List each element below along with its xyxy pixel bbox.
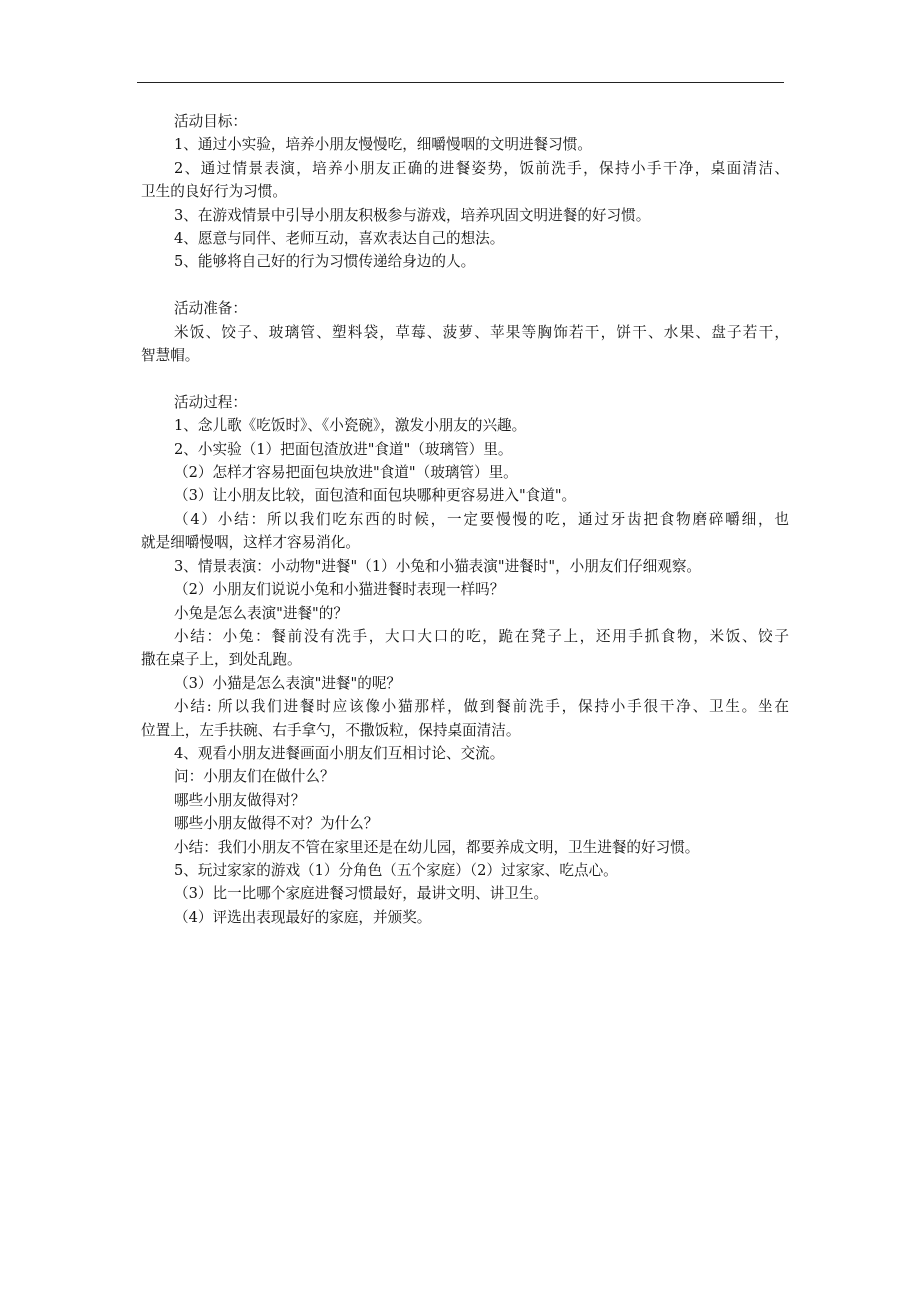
process-step-3: 3、情景表演：小动物"进餐"（1）小兔和小猫表演"进餐时"，小朋友们仔细观察。 bbox=[174, 557, 702, 575]
goals-heading: 活动目标： bbox=[174, 113, 247, 130]
process-step-4-summary: 小结：我们小朋友不管在家里还是在幼儿园，都要养成文明，卫生进餐的好习惯。 bbox=[174, 838, 700, 856]
document-body bbox=[141, 110, 789, 929]
process-step-3-sub-2: （2）小朋友们说说小兔和小猫进餐时表现一样吗？ bbox=[174, 581, 505, 599]
process-step-5-sub-3: （3）比一比哪个家庭进餐习惯最好，最讲文明、讲卫生。 bbox=[174, 885, 549, 903]
process-step-3-summary-line-2: 撒在桌子上，到处乱跑。 bbox=[141, 651, 302, 669]
section-spacer bbox=[141, 367, 789, 390]
process-step-3-sub-5: （3）小猫是怎么表演"进餐"的呢？ bbox=[174, 674, 402, 692]
process-section bbox=[141, 391, 789, 929]
process-step-4-question-1: 问：小朋友们在做什么？ bbox=[174, 768, 335, 786]
prep-heading: 活动准备： bbox=[174, 300, 247, 318]
prep-line-2: 智慧帽。 bbox=[141, 347, 200, 365]
section-spacer bbox=[141, 274, 789, 297]
goals-section bbox=[141, 110, 789, 274]
process-step-1: 1、念儿歌《吃饭时》、《小瓷碗》，激发小朋友的兴趣。 bbox=[174, 417, 527, 435]
process-step-2-sub-4-line-1: （4）小结：所以我们吃东西的时候，一定要慢慢的吃，通过牙齿把食物磨碎嚼细，也 bbox=[174, 510, 789, 528]
process-step-4-question-2: 哪些小朋友做得对？ bbox=[174, 791, 306, 809]
process-step-5-sub-4: （4）评选出表现最好的家庭，并颁奖。 bbox=[174, 908, 432, 926]
goal-item-4: 4、愿意与同伴、老师互动，喜欢表达自己的想法。 bbox=[174, 230, 505, 248]
process-step-2-sub-4-line-2: 就是细嚼慢咽，这样才容易消化。 bbox=[141, 534, 360, 552]
process-step-4: 4、观看小朋友进餐画面小朋友们互相讨论、交流。 bbox=[174, 744, 505, 762]
prep-line-1: 米饭、饺子、玻璃管、塑料袋，草莓、菠萝、苹果等胸饰若干，饼干、水果、盘子若干， bbox=[174, 323, 789, 341]
goal-item-2-line-1: 2、通过情景表演，培养小朋友正确的进餐姿势，饭前洗手，保持小手干净，桌面清洁、 bbox=[174, 159, 789, 177]
process-heading: 活动过程： bbox=[174, 393, 247, 411]
process-step-4-question-3: 哪些小朋友做得不对？为什么？ bbox=[174, 815, 379, 833]
process-step-3-sub-3: 小兔是怎么表演"进餐"的？ bbox=[174, 604, 348, 622]
goal-item-3: 3、在游戏情景中引导小朋友积极参与游戏，培养巩固文明进餐的好习惯。 bbox=[174, 206, 651, 224]
goal-item-5: 5、能够将自己好的行为习惯传递给身边的人。 bbox=[174, 253, 476, 271]
process-step-2-sub-3: （3）让小朋友比较，面包渣和面包块哪种更容易进入"食道"。 bbox=[174, 487, 577, 505]
process-step-5: 5、玩过家家的游戏（1）分角色（五个家庭）（2）过家家、吃点心。 bbox=[174, 861, 618, 879]
prep-section bbox=[141, 297, 789, 367]
header-rule bbox=[137, 82, 784, 83]
process-step-3-summary-line-1: 小结：小兔：餐前没有洗手，大口大口的吃，跪在凳子上，还用手抓食物，米饭、饺子 bbox=[174, 627, 789, 645]
process-step-3-summary2-line-2: 位置上，左手扶碗、右手拿勺，不撒饭粒，保持桌面清洁。 bbox=[141, 721, 521, 739]
goal-item-1: 1、通过小实验，培养小朋友慢慢吃，细嚼慢咽的文明进餐习惯。 bbox=[174, 136, 592, 154]
process-step-2: 2、小实验（1）把面包渣放进"食道"（玻璃管）里。 bbox=[174, 440, 513, 458]
process-step-3-summary2-line-1: 小结: 所以我们进餐时应该像小猫那样，做到餐前洗手，保持小手很干净、卫生。坐在 bbox=[174, 698, 789, 716]
goal-item-2-line-2: 卫生的良好行为习惯。 bbox=[141, 183, 287, 201]
process-step-2-sub-2: （2）怎样才容易把面包块放进"食道"（玻璃管）里。 bbox=[174, 464, 518, 482]
